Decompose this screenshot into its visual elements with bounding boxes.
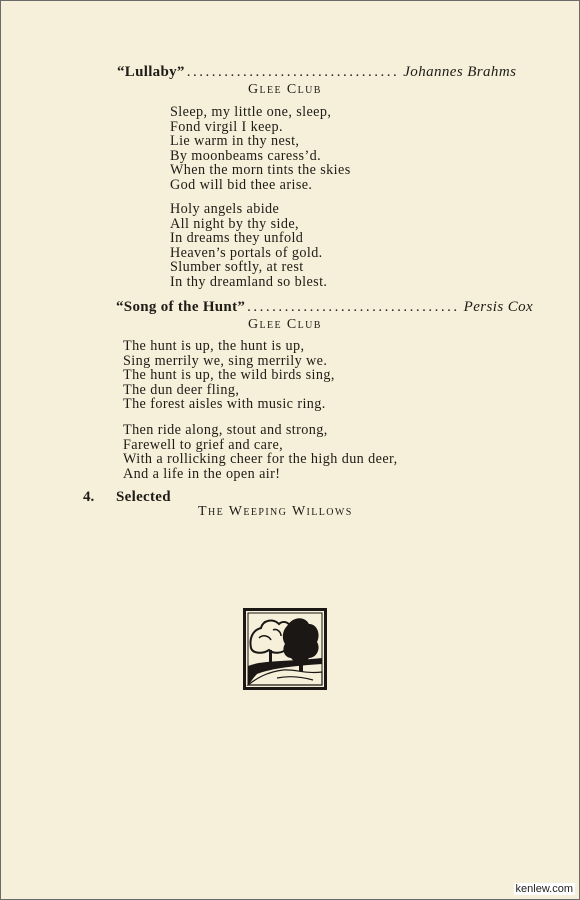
verse-line: Heaven’s portals of gold. — [170, 244, 323, 261]
item-number: 4. — [83, 489, 95, 505]
watermark: kenlew.com — [515, 883, 573, 895]
verse-line: With a rollicking cheer for the high dun deer, — [123, 451, 398, 467]
verse-line: When the morn tints the skies — [170, 162, 351, 178]
verse-line: In thy dreamland so blest. — [170, 273, 328, 290]
verse-line: Then ride along, stout and strong, — [123, 422, 328, 438]
verse-line: And a life in the open air! — [123, 465, 281, 482]
verse-line: Farewell to grief and care, — [123, 436, 284, 453]
verse-line: The hunt is up, the hunt is up, — [123, 338, 305, 354]
verse-line: Lie warm in thy nest, — [170, 133, 300, 149]
verse-line: God will bid thee arise. — [170, 176, 313, 193]
performer-glee-club: Glee Club — [248, 317, 322, 332]
performer-weeping-willows: The Weeping Willows — [198, 504, 353, 519]
verse-line: In dreams they unfold — [170, 230, 304, 246]
verse-line: Sleep, my little one, sleep, — [170, 104, 332, 120]
verse-line: The hunt is up, the wild birds sing, — [123, 367, 335, 383]
hunt-stanza-1 — [123, 339, 335, 412]
verse-line: All night by thy side, — [170, 215, 299, 232]
performer-glee-club: Glee Club — [248, 82, 322, 97]
verse-line: The forest aisles with music ring. — [123, 396, 326, 412]
piece-title: “Song of the Hunt” — [116, 299, 246, 315]
tree-landscape-vignette-icon — [243, 608, 327, 690]
verse-line: By moonbeams caress’d. — [170, 147, 322, 164]
lullaby-heading — [117, 64, 517, 81]
lullaby-stanza-1 — [170, 105, 351, 192]
composer-name: Persis Cox — [463, 299, 534, 315]
verse-line: The dun deer fling, — [123, 381, 240, 398]
song-of-the-hunt-heading — [116, 299, 534, 316]
item-title: Selected — [116, 489, 171, 505]
dot-leader: .................................. — [186, 64, 400, 80]
verse-line: Slumber softly, at rest — [170, 259, 304, 275]
verse-line: Fond virgil I keep. — [170, 118, 283, 135]
piece-title: “Lullaby” — [117, 64, 185, 80]
composer-name: Johannes Brahms — [403, 64, 517, 80]
verse-line: Sing merrily we, sing merrily we. — [123, 352, 328, 369]
verse-line: Holy angels abide — [170, 201, 280, 217]
hunt-stanza-2 — [123, 423, 398, 481]
dot-leader: .................................. — [247, 299, 460, 315]
lullaby-stanza-2 — [170, 202, 327, 289]
